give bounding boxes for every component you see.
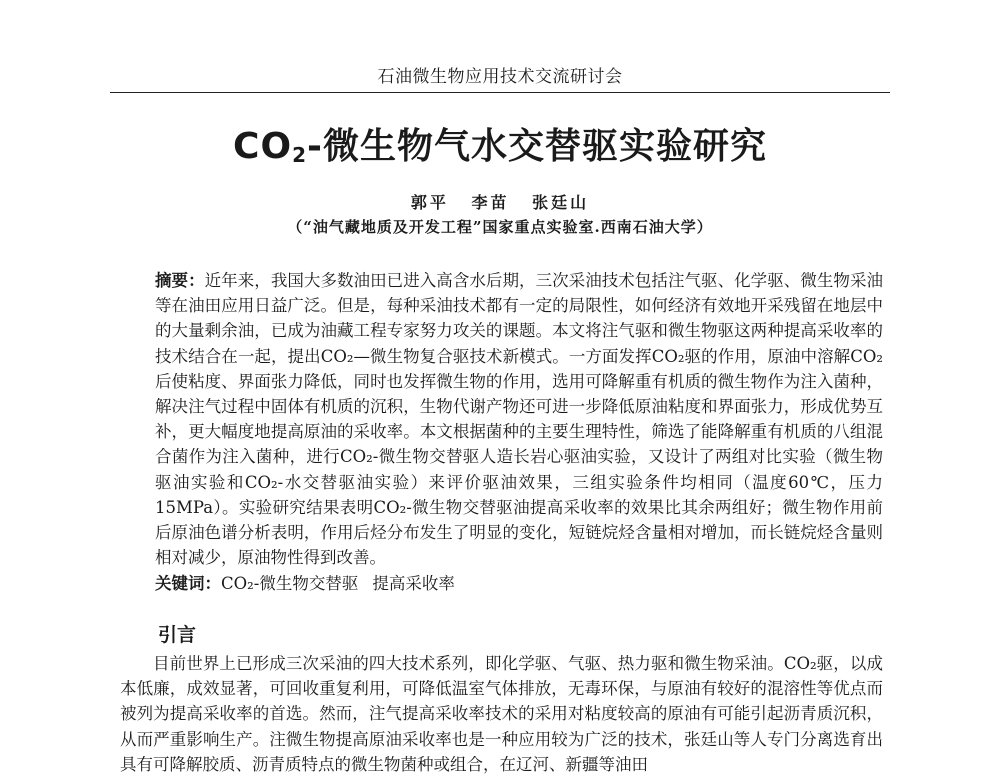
section-heading-introduction: 引言 — [158, 624, 197, 646]
keyword: 提高采收率 — [372, 574, 455, 593]
abstract — [155, 268, 883, 570]
title-prefix: CO — [233, 126, 293, 167]
keywords-label: 关键词： — [155, 574, 221, 593]
abstract-text: 近年来，我国大多数油田已进入高含水后期，三次采油技术包括注气驱、化学驱、微生物采油等在油田应用日益广泛。但是，每种采油技术都有一定的局限性，如何经济有效地开采残留在地层中的大量剩余油，已成为油藏工程专家努力攻关的课题。本文将注气驱和微生物驱这两种提高采收率的技术结合在一起，提出CO₂—微生物复合驱技术新模式。一方面发挥CO₂驱的作用，原油中溶解CO₂后使粘度、界面张力降低，同时也发挥微生物的作用，选用可降解重有机质的微生物作为注入菌种，解决注气过程中固体有机质的沉积，生物代谢产物还可进一步降低原油粘度和界面张力，形成优势互补，更大幅度地提高原油的采收率。本文根据菌种的主要生理特性，筛选了能降解重有机质的八组混合菌作为注入菌种，进行CO₂-微生物交替驱人造长岩心驱油实验，又设计了两组对比实验（微生物驱油实验和CO₂-水交替驱油实验）来评价驱油效果，三组实验条件均相同（温度60℃，压力15MPa）。实验研究结果表明CO₂-微生物交替驱油提高采收率的效果比其余两组好；微生物作用前后原油色谱分析表明，作用后烃分布发生了明显的变化，短链烷烃含量相对增加，而长链烷烃含量则相对减少，原油物性得到改善。 — [155, 271, 884, 568]
paper-title — [110, 118, 890, 169]
keyword: CO₂-微生物交替驱 — [221, 574, 359, 593]
introduction-paragraph: 目前世界上已形成三次采油的四大技术系列，即化学驱、气驱、热力驱和微生物采油。CO₂驱，以成本低廉，成效显著，可回收重复利用，可降低温室气体排放，无毒环保，与原油有较好的混溶性等优点而被列为提高采收率的首选。然而，注气提高采收率技术的采用对粘度较高的原油有可能引起沥青质沉积，从而严重影响生产。注微生物提高原油采收率也是一种应用较为广泛的技术，张廷山等人专门分离选育出具有可降解胶质、沥青质特点的微生物菌种或组合，在辽河、新疆等油田 — [120, 654, 883, 774]
running-header: 石油微生物应用技术交流研讨会 — [377, 67, 623, 87]
abstract-label: 摘要： — [155, 271, 205, 290]
keywords — [155, 570, 883, 594]
authors: 郭平 李苗 张廷山 — [410, 193, 590, 212]
title-subscript: 2 — [292, 143, 307, 167]
header-rule — [110, 92, 890, 93]
affiliation: （“油气藏地质及开发工程”国家重点实验室.西南石油大学） — [287, 218, 713, 236]
keywords-list — [221, 574, 455, 593]
title-rest: -微生物气水交替驱实验研究 — [307, 126, 767, 167]
